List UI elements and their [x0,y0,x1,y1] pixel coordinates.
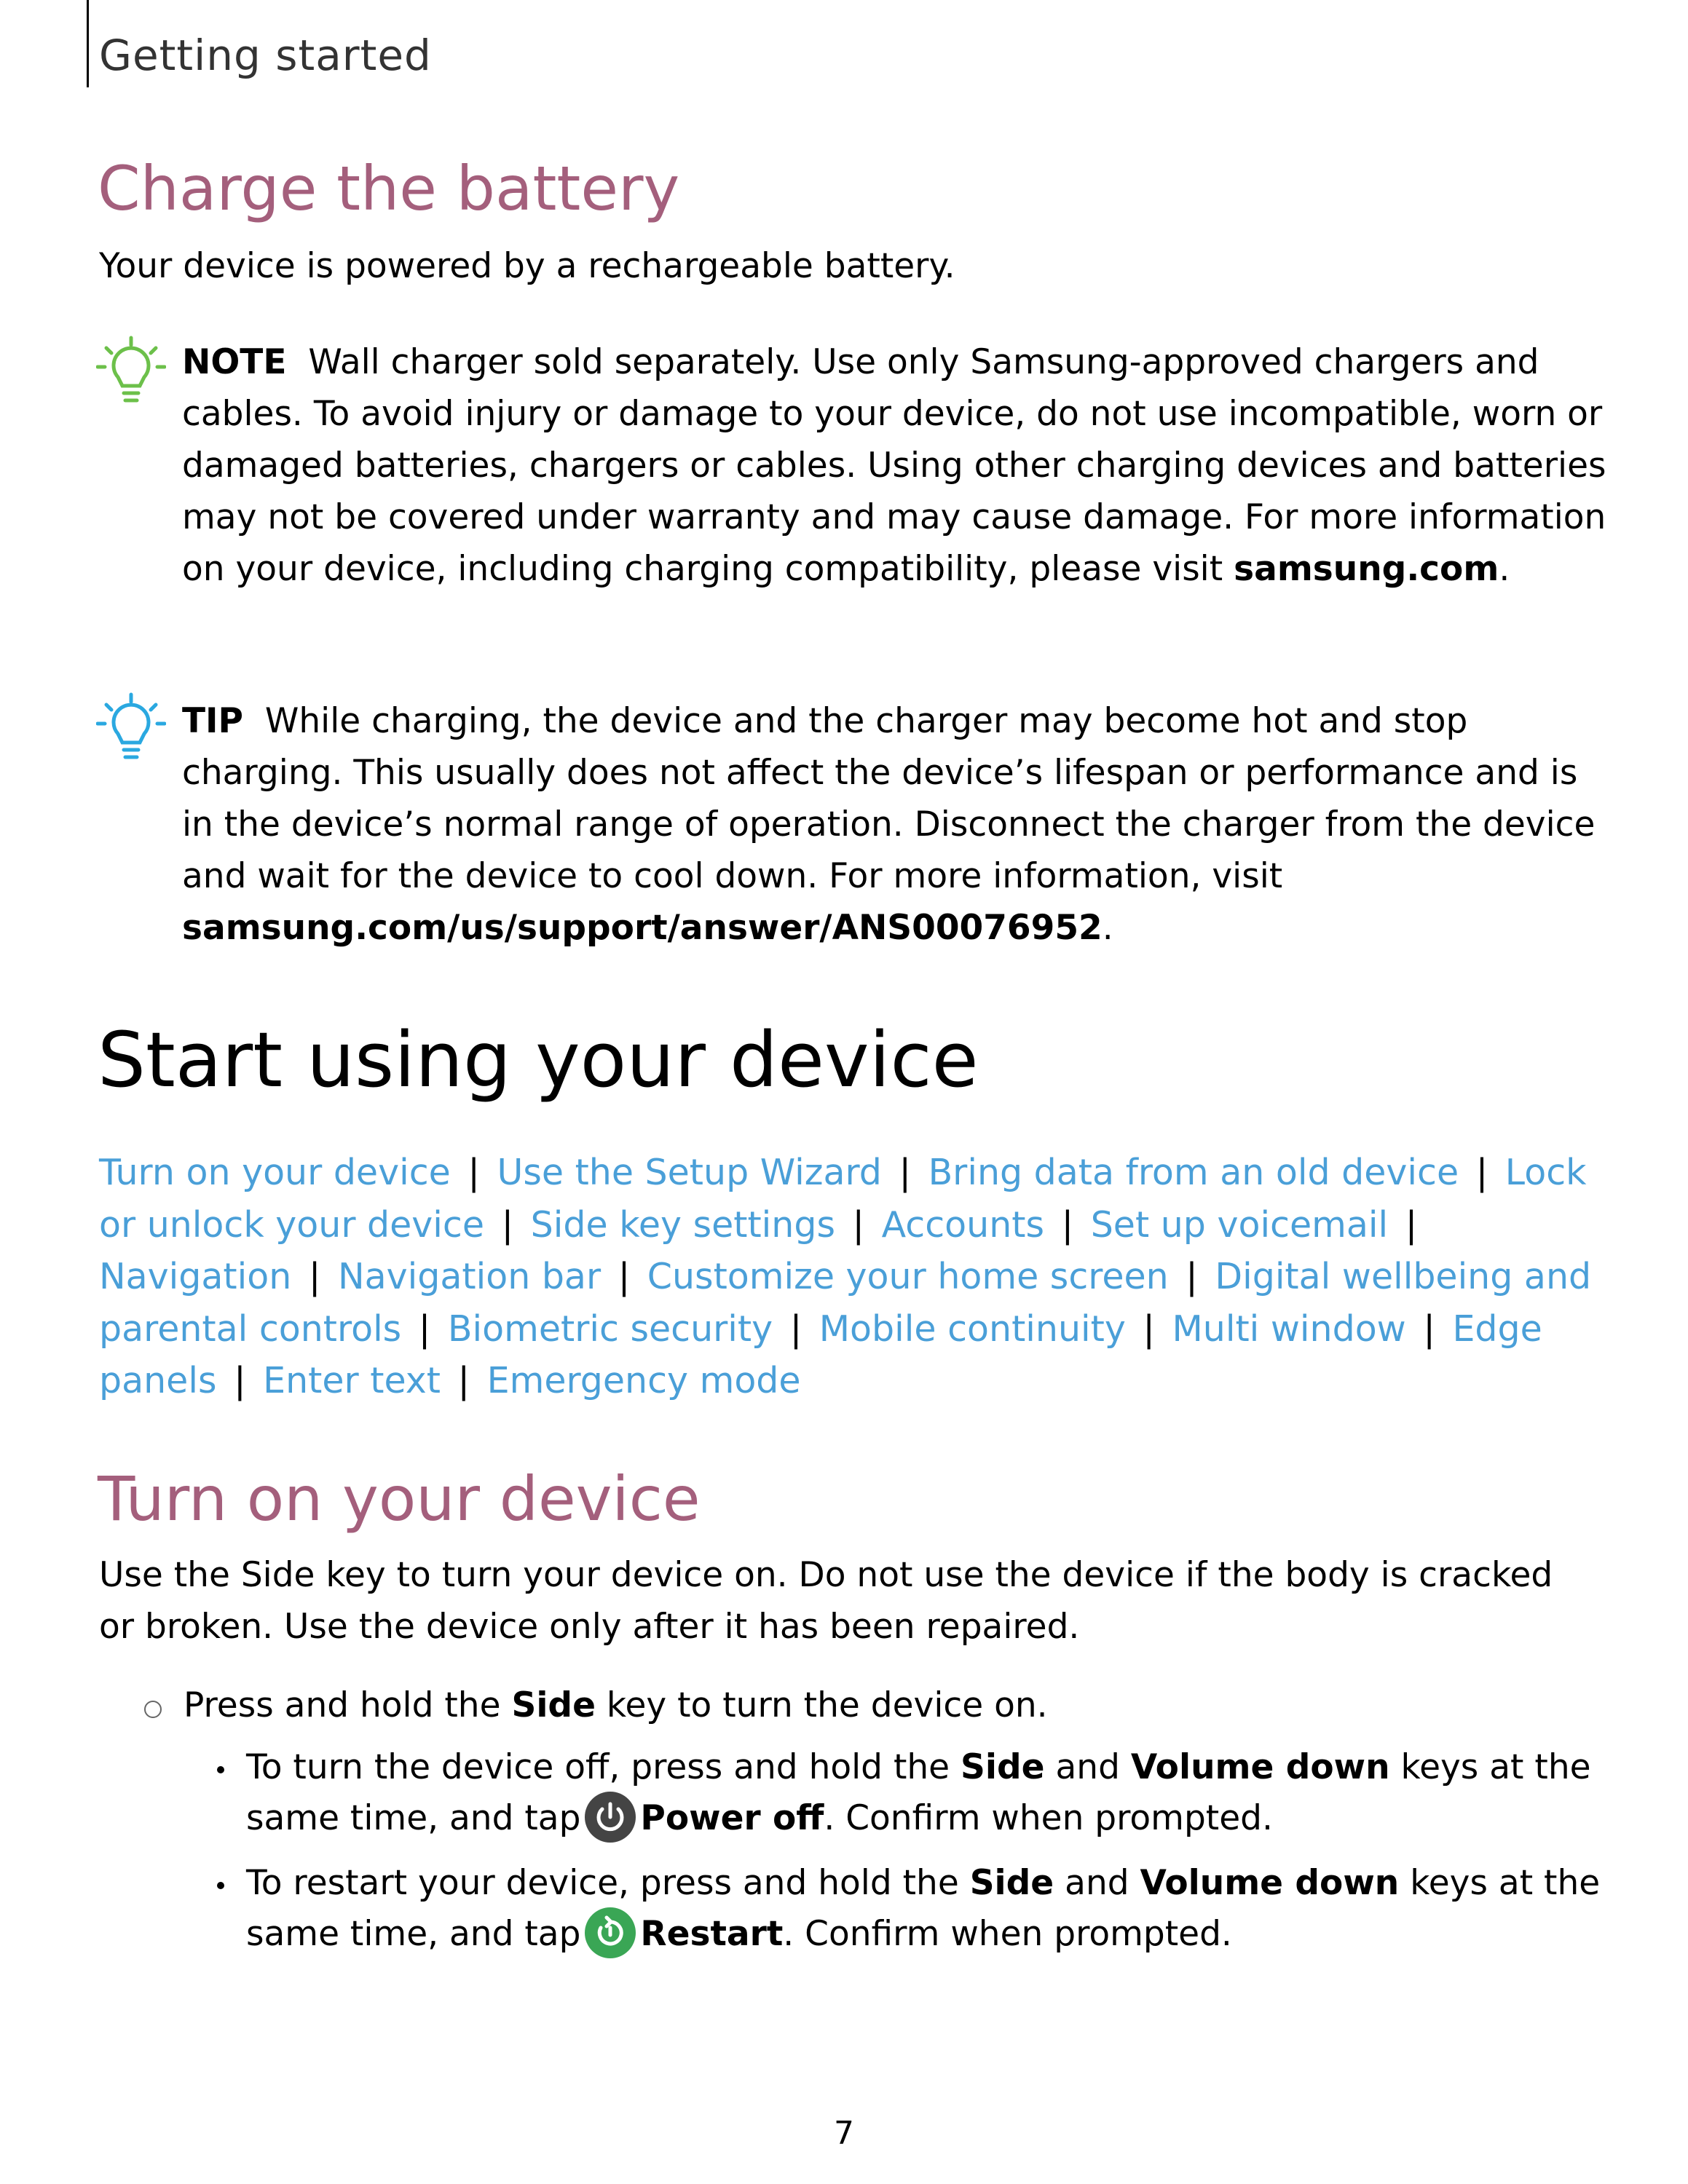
note-label: NOTE [182,342,287,382]
section-header: Getting started [99,31,432,80]
topic-link[interactable]: Accounts [881,1203,1045,1246]
link-separator: | [234,1360,246,1401]
link-separator: | [501,1203,514,1246]
sub2-key1: Side [969,1863,1054,1903]
sub1-post: . Confirm when prompted. [824,1798,1273,1838]
tip-text: While charging, the device and the charger may become hot and stop charging. This usually does not affect the device’s lifespan or performance and is in the device’s normal range of operation. Disconnect the charger from the device and wait for the device to cool down. For more information, visit [182,701,1596,896]
turn-on-title: Turn on your device [98,1463,701,1535]
sub2-and: and [1065,1863,1129,1903]
sub1-and: and [1055,1747,1120,1787]
charge-intro: Your device is powered by a rechargeable battery. [99,246,955,286]
link-separator: | [899,1152,911,1193]
step-post: key to turn the device on. [606,1685,1048,1725]
page-number: 7 [834,2115,854,2152]
topic-link[interactable]: Mobile continuity [819,1307,1126,1350]
tip-paragraph [182,695,1609,954]
topic-link[interactable]: Bring data from an old device [928,1152,1459,1193]
power-icon [585,1792,636,1843]
lightbulb-note-icon [96,333,166,411]
tip-label: TIP [182,701,243,741]
sub2-mid: keys at the same time, and tap [246,1863,1601,1954]
sub1-mid: keys at the same time, and tap [246,1747,1591,1838]
topic-links [99,1147,1599,1407]
topic-link[interactable]: Emergency mode [486,1360,801,1401]
step-text [184,1679,1048,1731]
link-separator: | [852,1203,865,1246]
link-separator: | [1475,1152,1488,1193]
link-separator: | [1423,1307,1435,1350]
topic-link[interactable]: Set up voicemail [1090,1203,1389,1246]
header-rule [87,0,89,87]
note-text: Wall charger sold separately. Use only Samsung-approved chargers and cables. To avoid injury or damage to your device, do not use incompatible, worn or damaged batteries, chargers or cables. Using other charging devices and batteries may not be covered under warranty and may cause damage. For more information on your device, including charging compatibility, please visit [182,342,1606,589]
sub1-pre: To turn the device off, press and hold the [246,1747,950,1787]
topic-link[interactable]: Use the Setup Wizard [497,1152,882,1193]
topic-link[interactable]: Navigation [99,1256,292,1297]
topic-link[interactable]: Side key settings [530,1203,835,1246]
sub-item-power-off [246,1744,1615,1843]
sub2-post: . Confirm when prompted. [783,1914,1232,1954]
step-key: Side [511,1685,596,1725]
note-link[interactable]: samsung.com [1234,549,1499,589]
sub1-key1: Side [961,1747,1045,1787]
topic-link[interactable]: Enter text [263,1360,441,1401]
topic-link[interactable]: Customize your home screen [647,1256,1169,1297]
lightbulb-tip-icon [96,690,166,767]
topic-link[interactable]: Navigation bar [337,1256,602,1297]
start-title: Start using your device [98,1016,979,1104]
power-off-label: Power off [640,1798,824,1838]
tip-end: . [1102,908,1113,948]
topic-link[interactable]: Biometric security [447,1307,773,1350]
topic-link[interactable]: Digital wellbeing and parental controls [99,1256,1592,1350]
topic-link[interactable]: Edge panels [99,1307,1542,1401]
step-pre: Press and hold the [184,1685,501,1725]
topic-link[interactable]: Turn on your device [99,1152,451,1193]
link-separator: | [618,1256,631,1297]
link-separator: | [1143,1307,1155,1350]
link-separator: | [308,1256,321,1297]
link-separator: | [418,1307,431,1350]
sub2-key2: Volume down [1140,1863,1400,1903]
link-separator: | [457,1360,470,1401]
link-separator: | [1405,1203,1418,1246]
topic-link[interactable]: Lock or unlock your device [99,1152,1587,1246]
restart-icon [585,1907,636,1958]
sub1-key2: Volume down [1130,1747,1390,1787]
note-end: . [1499,549,1510,589]
turn-on-intro: Use the Side key to turn your device on. Do not use the device if the body is cracked or broken. Use the device only after it has been repaired. [99,1555,1553,1647]
tip-link[interactable]: samsung.com/us/support/answer/ANS00076952 [182,908,1103,948]
topic-link[interactable]: Multi window [1172,1307,1406,1350]
note-paragraph [182,336,1609,595]
sub-bullet-1 [217,1766,224,1773]
link-separator: | [468,1152,480,1193]
step-bullet [144,1701,162,1718]
sub-bullet-2 [217,1882,224,1889]
link-separator: | [1186,1256,1198,1297]
restart-label: Restart [640,1914,784,1954]
sub-item-restart [246,1859,1615,1958]
link-separator: | [1061,1203,1074,1246]
sub2-pre: To restart your device, press and hold the [246,1863,959,1903]
charge-title: Charge the battery [98,153,680,224]
link-separator: | [789,1307,802,1350]
